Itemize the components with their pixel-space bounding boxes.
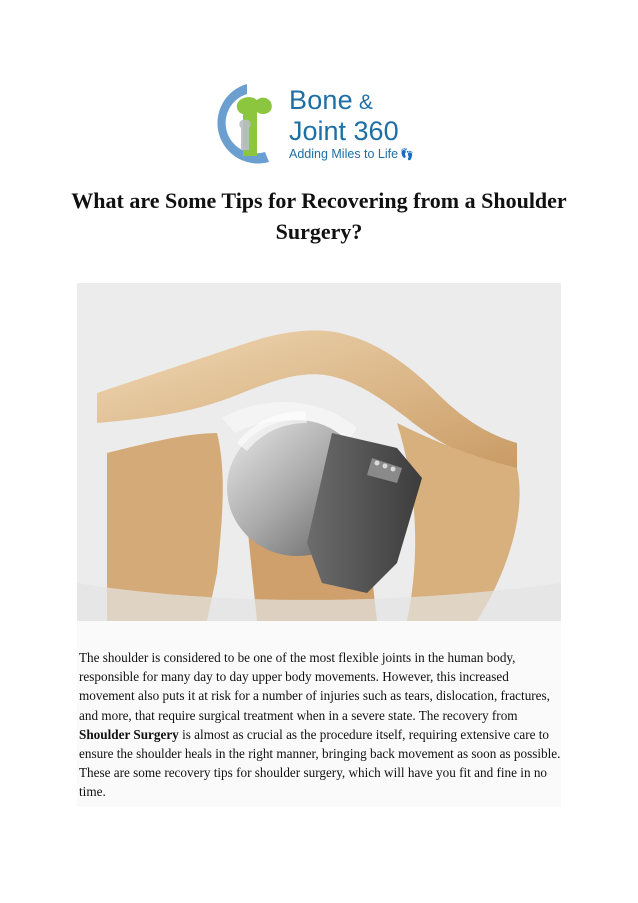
shoulder-implant-image [77, 283, 561, 621]
intro-paragraph [79, 648, 561, 802]
logo-bone: Bone [289, 85, 353, 115]
shoulder-implant-illustration [77, 283, 561, 621]
logo-wordmark-line1 [289, 86, 414, 117]
logo-tagline-text: Adding Miles to Life [289, 147, 399, 161]
page-title: What are Some Tips for Recovering from a Shoulder Surgery? [71, 188, 567, 244]
logo-wordmark-line2: Joint 360 [289, 116, 399, 146]
shoulder-surgery-keyword: Shoulder Surgery [79, 726, 179, 742]
bone-joint-logo-icon [207, 80, 289, 170]
logo-ampersand: & [358, 91, 374, 114]
intro-text-2: is almost as crucial as the procedure itself, requiring extensive care to ensure the shoulder heals in the right manner, bringing back movement as soon as possible. These are some recovery tips for shoulder surgery, which will have you fit and fine in no time. [79, 726, 561, 800]
logo-tagline [289, 147, 414, 162]
logo-text [289, 86, 414, 162]
footprints-icon: 👣 [400, 149, 414, 161]
bone-joint-360-logo [207, 80, 457, 170]
intro-text-1: The shoulder is considered to be one of the most flexible joints in the human body, responsible for many day to day upper body movements. However, this increased movement also puts it at risk for a number of injuries such as tears, dislocation, fractures, and more, that require surgical treatment when in a severe state. The recovery from [79, 650, 550, 723]
